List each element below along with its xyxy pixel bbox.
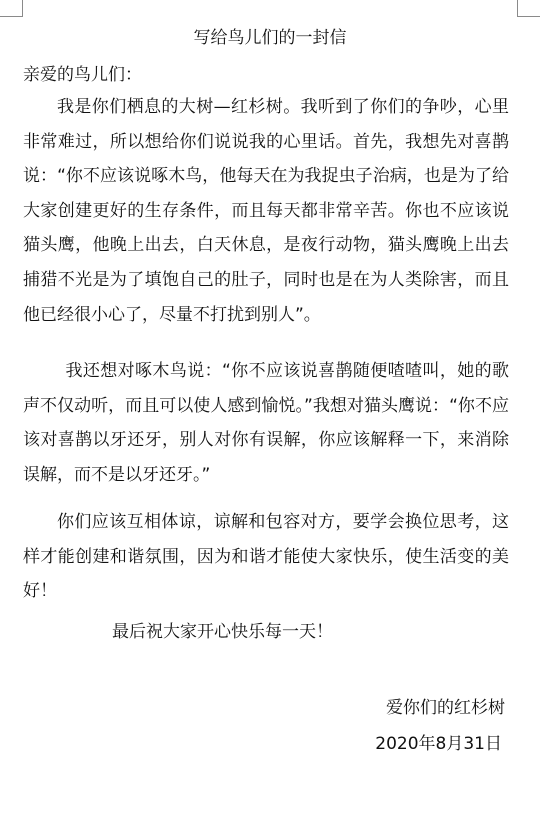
letter-date: 2020年8月31日	[375, 734, 502, 754]
letter-paragraph-2: 我还想对啄木鸟说：“你不应该说喜鹊随便喳喳叫，她的歌声不仅动听，而且可以使人感到愉悦。”我想对猫头鹰说：“你不应该对喜鹊以牙还牙，别人对你有误解，你应该解释一下，来消除误解，而不是以牙还牙。”	[23, 361, 509, 485]
page-corner-mark-right	[517, 0, 540, 17]
page-corner-mark-left	[0, 0, 23, 17]
letter-salutation: 亲爱的鸟儿们：	[23, 65, 142, 85]
closing-wish: 最后祝大家开心快乐每一天！	[112, 622, 333, 642]
letter-title: 写给鸟儿们的一封信	[193, 28, 347, 48]
letter-paragraph-3: 你们应该互相体谅，谅解和包容对方，要学会换位思考，这样才能创建和谐氛围，因为和谐才能使大家快乐，使生活变的美好！	[23, 512, 509, 602]
signature: 爱你们的红杉树	[386, 698, 505, 718]
letter-paragraph-1: 我是你们栖息的大树—红杉树。我听到了你们的争吵，心里非常难过，所以想给你们说说我的心里话。首先，我想先对喜鹊说：“你不应该说啄木鸟，他每天在为我捉虫子治病，也是为了给大家创建更好的生存条件，而且每天都非常辛苦。你也不应该说猫头鹰，他晚上出去，白天休息，是夜行动物，猫头鹰晚上出去捕猎不光是为了填饱自己的肚子，同时也是在为人类除害，而且他已经很小心了，尽量不打扰到别人”。	[23, 97, 509, 325]
